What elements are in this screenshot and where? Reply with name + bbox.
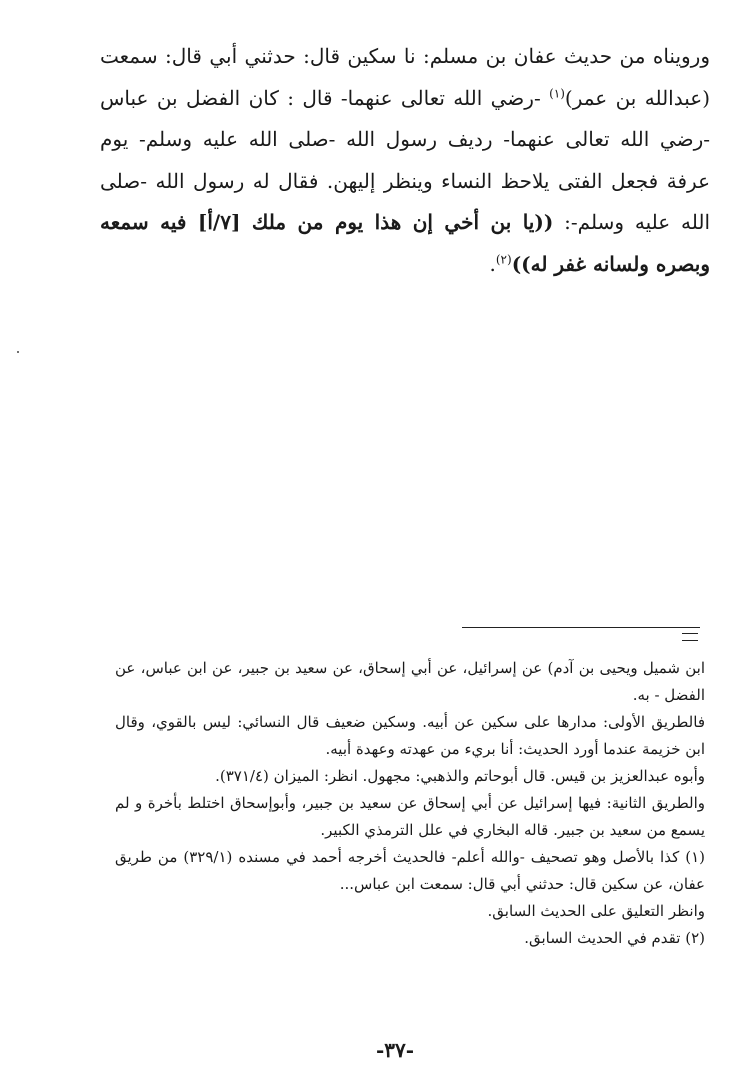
footnote-ref-1: (١) <box>549 85 565 100</box>
footnote-separator <box>462 627 700 628</box>
main-text-end: . <box>489 251 496 276</box>
separator-mark <box>682 633 698 641</box>
footnote-paragraph: فالطريق الأولى: مدارها على سكين عن أبيه. وسكين ضعيف قال النسائي: ليس بالقوي، وقال ابن خزيمة عندما أورد الحديث: أنا بريء من عهدته وعهدة أبيه. <box>115 713 705 758</box>
stray-dot <box>17 351 19 353</box>
page-number: -٣٧- <box>375 1038 415 1062</box>
main-text <box>100 36 710 285</box>
main-text-part2: -رضي الله تعالى عنهما- قال : كان الفضل بن عباس -رضي الله تعالى عنهما- رديف رسول الله -صلى الله عليه وسلم- يوم عرفة فجعل الفتى يلاحظ النساء وينظر إليهن. فقال له رسول الله -صلى الله عليه وسلم-: <box>100 85 711 234</box>
footnote-continuation: ابن شميل ويحيى بن آدم) عن إسرائيل، عن أبي إسحاق، عن سعيد بن جبير، عن ابن عباس، عن الفضل - به. <box>115 659 705 704</box>
footnote-paragraph: وانظر التعليق على الحديث السابق. <box>487 902 705 920</box>
hadith-text: ((يا بن أخي إن هذا يوم من ملك [٧/أ] فيه سمعه وبصره ولسانه غفر له)) <box>100 210 710 276</box>
footnotes <box>115 655 705 952</box>
main-text-part1: ورويناه من حديث عفان بن مسلم: نا سكين قال: حدثني أبي قال: سمعت (عبدالله بن عمر) <box>100 44 710 110</box>
footnote-2: (٢) تقدم في الحديث السابق. <box>524 929 705 947</box>
footnote-paragraph: والطريق الثانية: فيها إسرائيل عن أبي إسحاق عن سعيد بن جبير، وأبوإسحاق اختلط بأخرة و لم يسمع من سعيد بن جبير. قاله البخاري في علل الترمذي الكبير. <box>115 794 705 839</box>
footnote-1: (١) كذا بالأصل وهو تصحيف -والله أعلم- فالحديث أخرجه أحمد في مسنده (٣٢٩/١) من طريق عفان، عن سكين قال: حدثني أبي قال: سمعت ابن عباس... <box>115 848 705 893</box>
footnote-ref-2: (٢) <box>495 251 512 266</box>
footnote-paragraph: وأبوه عبدالعزيز بن قيس. قال أبوحاتم والذهبي: مجهول. انظر: الميزان (٣٧١/٤). <box>215 767 705 785</box>
